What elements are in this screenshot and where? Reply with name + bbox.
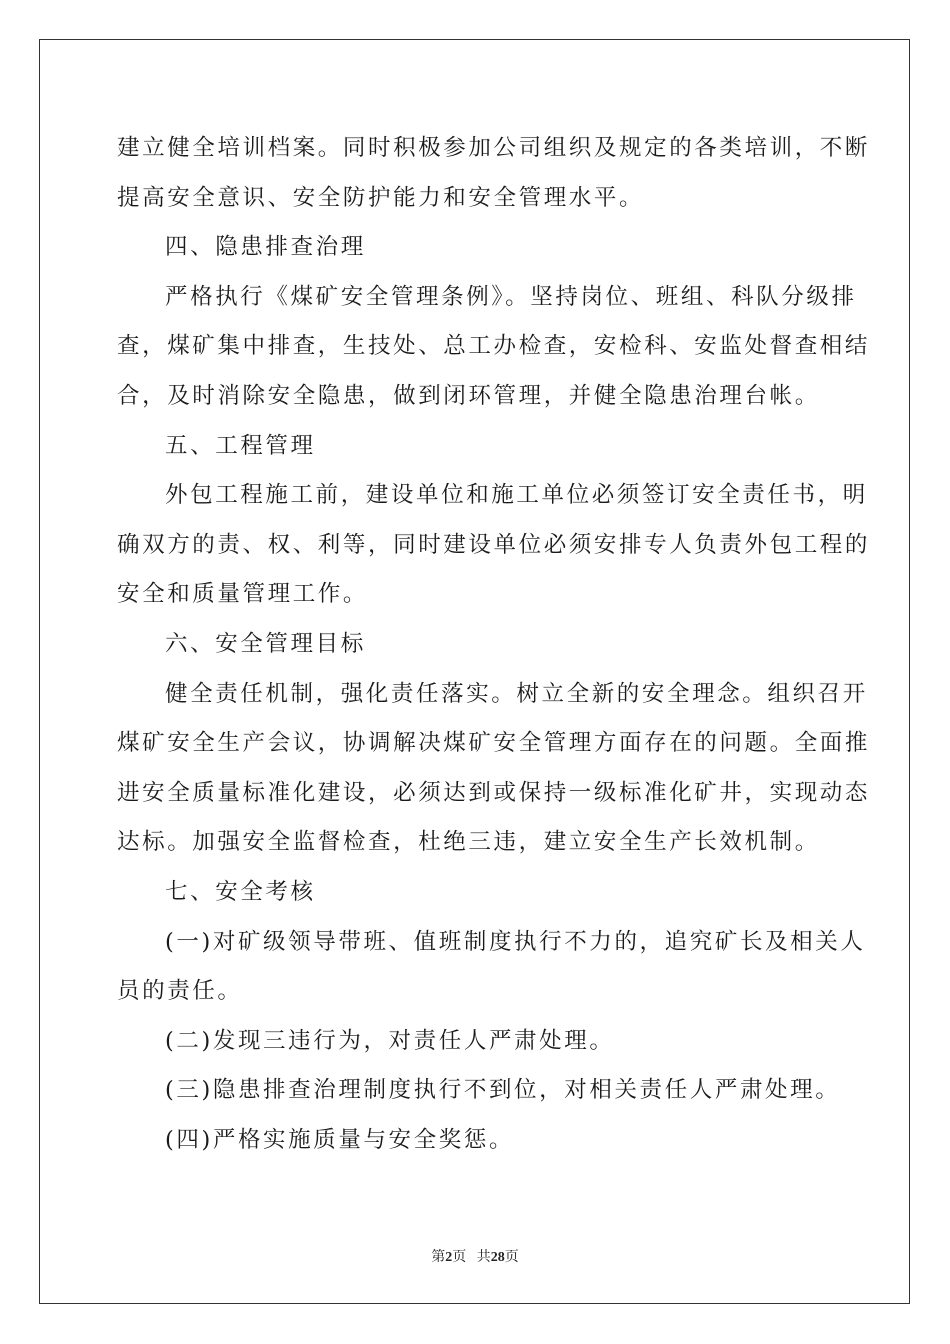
text-line: 查，煤矿集中排查，生技处、总工办检查，安检科、安监处督查相结	[117, 333, 871, 360]
text-line: 外包工程施工前，建设单位和施工单位必须签订安全责任书，明	[165, 482, 868, 509]
section-heading: 五、工程管理	[165, 432, 316, 459]
document-body	[117, 124, 871, 1165]
text-line: 煤矿安全生产会议，协调解决煤矿安全管理方面存在的问题。全面推	[117, 730, 871, 757]
footer-total-prefix: 共	[476, 1250, 491, 1265]
total-page-count: 28	[490, 1250, 505, 1265]
section-heading: 六、安全管理目标	[165, 630, 366, 657]
text-line: 合，及时消除安全隐患，做到闭环管理，并健全隐患治理台帐。	[117, 382, 820, 409]
footer-page-unit: 页	[452, 1250, 467, 1265]
text-line: 员的责任。	[117, 978, 243, 1005]
section-heading: 七、安全考核	[165, 878, 316, 905]
text-line: 进安全质量标准化建设，必须达到或保持一级标准化矿井，实现动态	[117, 779, 871, 806]
text-line: 建立健全培训档案。同时积极参加公司组织及规定的各类培训，不断	[117, 135, 871, 161]
list-item: (三)隐患排查治理制度执行不到位，对相关责任人严肃处理。	[165, 1077, 841, 1104]
list-item: (二)发现三违行为，对责任人严肃处理。	[165, 1027, 615, 1054]
page-footer	[0, 1246, 950, 1266]
footer-total-unit: 页	[504, 1250, 519, 1265]
text-line: 提高安全意识、安全防护能力和安全管理水平。	[117, 184, 645, 211]
text-line: 安全和质量管理工作。	[117, 581, 369, 608]
list-item: (四)严格实施质量与安全奖惩。	[165, 1126, 515, 1153]
text-line: 严格执行《煤矿安全管理条例》。坚持岗位、班组、科队分级排	[165, 283, 857, 310]
text-line: 达标。加强安全监督检查，杜绝三违，建立安全生产长效机制。	[117, 829, 820, 856]
text-line: 确双方的责、权、利等，同时建设单位必须安排专人负责外包工程的	[117, 531, 871, 558]
text-line: 健全责任机制，强化责任落实。树立全新的安全理念。组织召开	[165, 680, 868, 707]
footer-prefix: 第	[431, 1250, 446, 1265]
section-heading: 四、隐患排查治理	[165, 234, 366, 261]
current-page-number: 2	[445, 1250, 453, 1265]
list-item: (一)对矿级领导带班、值班制度执行不力的，追究矿长及相关人	[165, 928, 866, 955]
